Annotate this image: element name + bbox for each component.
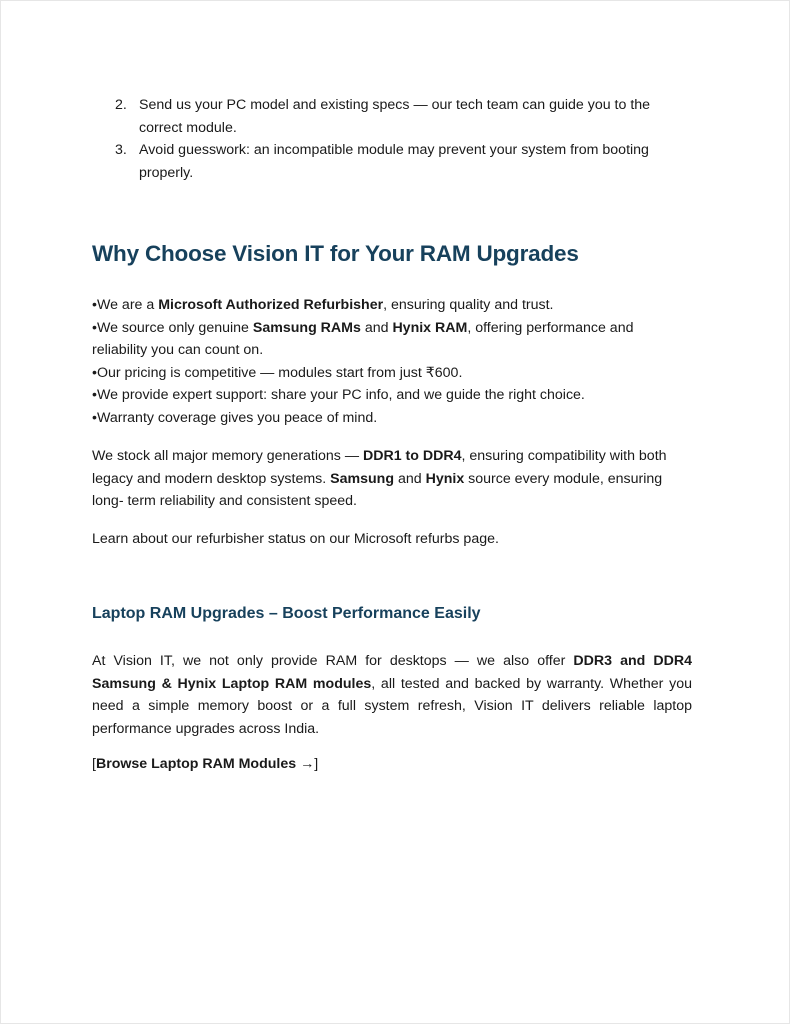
- text: •We are a: [92, 297, 159, 313]
- bold-text: Samsung: [330, 470, 395, 487]
- learn-paragraph: Learn about our refurbisher status on our Microsoft refurbs page.: [92, 531, 499, 547]
- text: , ensuring compatibility with both legacy and modern desktop systems.: [92, 448, 667, 487]
- bullet-item: [92, 362, 652, 385]
- text: •Our pricing is competitive — modules start from just ₹600.: [92, 364, 463, 381]
- generations-paragraph: [92, 445, 692, 513]
- bold-text: DDR3 and DDR4 Samsung & Hynix Laptop RAM modules: [92, 653, 692, 692]
- text: •Warranty coverage gives you peace of mind.: [92, 409, 378, 426]
- text: and: [360, 319, 393, 336]
- text: , ensuring quality and trust.: [383, 297, 554, 313]
- list-number: 3.: [115, 142, 127, 158]
- text: We stock all major memory generations —: [92, 448, 363, 464]
- bracket: ]: [314, 756, 319, 772]
- bracket: [: [92, 756, 96, 772]
- text: •We source only genuine: [92, 319, 253, 336]
- browse-link-label[interactable]: Browse Laptop RAM Modules →: [95, 756, 315, 772]
- bullet-list: [92, 294, 652, 429]
- numbered-list: [115, 94, 675, 184]
- bullet-item: [92, 407, 652, 430]
- section-heading-why: Why Choose Vision IT for Your RAM Upgrades: [92, 241, 579, 266]
- text: source every module, ensuring long- term reliability and consistent speed.: [92, 470, 663, 509]
- list-text: Avoid guesswork: an incompatible module may prevent your system from booting properly.: [139, 142, 649, 181]
- list-item: [115, 139, 675, 184]
- list-item: [115, 94, 675, 139]
- bold-text: DDR1 to DDR4: [362, 448, 462, 464]
- bold-text: Samsung RAMs: [252, 319, 361, 336]
- text: •We provide expert support: share your PC info, and we guide the right choice.: [92, 387, 585, 403]
- text: , all tested and backed by warranty. Whether you need a simple memory boost or a full system refresh, Vision IT delivers reliable laptop performance upgrades across India.: [92, 675, 692, 737]
- text: At Vision IT, we not only provide RAM for desktops — we also offer: [92, 653, 574, 669]
- bullet-item: [92, 384, 652, 407]
- bold-text: Hynix: [425, 470, 465, 487]
- section-heading-laptop: Laptop RAM Upgrades – Boost Performance Easily: [92, 605, 481, 622]
- text: , offering performance and reliability you can count on.: [92, 319, 634, 358]
- list-number: 2.: [115, 97, 127, 113]
- bold-text: Hynix RAM: [392, 319, 468, 336]
- bullet-item: [92, 317, 652, 362]
- bold-text: Microsoft Authorized Refurbisher: [158, 297, 384, 313]
- bullet-item: [92, 294, 652, 317]
- browse-link[interactable]: [92, 753, 692, 776]
- list-text: Send us your PC model and existing specs — our tech team can guide you to the correct module.: [139, 97, 651, 136]
- text: and: [394, 470, 426, 487]
- laptop-paragraph: [92, 650, 692, 740]
